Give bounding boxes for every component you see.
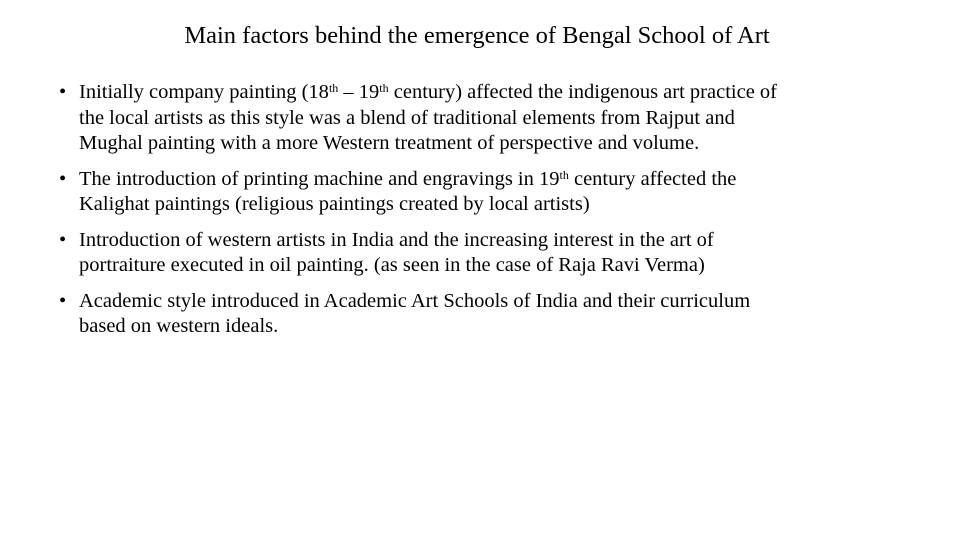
- slide-title: Main factors behind the emergence of Bengal School of Art: [184, 22, 770, 49]
- bullet-marker: •: [59, 81, 67, 103]
- bullet-line: Kalighat paintings (religious paintings created by local artists): [79, 193, 590, 215]
- superscript: th: [379, 81, 389, 95]
- bullet-line: the local artists as this style was a blend of traditional elements from Rajput and: [79, 106, 735, 129]
- bullet-line: Introduction of western artists in India and the increasing interest in the art of: [79, 228, 714, 251]
- bullet-item: [59, 80, 929, 157]
- bullet-item: [59, 228, 929, 279]
- bullet-line: The introduction of printing machine and engravings in 19th century affected the: [79, 167, 737, 190]
- bullet-item: [59, 289, 929, 340]
- bullet-line: Mughal painting with a more Western treatment of perspective and volume.: [79, 132, 700, 154]
- bullet-marker: •: [59, 289, 67, 312]
- superscript: th: [559, 167, 569, 182]
- bullet-line: portraiture executed in oil painting. (as seen in the case of Raja Ravi Verma): [79, 254, 705, 276]
- bullet-line: based on western ideals.: [79, 315, 279, 337]
- bullet-line: Initially company painting (18th – 19th century) affected the indigenous art practice of: [79, 81, 777, 103]
- bullet-item: [59, 167, 929, 218]
- bullet-marker: •: [59, 228, 67, 251]
- bullet-marker: •: [59, 167, 67, 190]
- superscript: th: [328, 81, 339, 95]
- bullet-list: [59, 80, 929, 350]
- bullet-line: Academic style introduced in Academic Art Schools of India and their curriculum: [79, 289, 751, 312]
